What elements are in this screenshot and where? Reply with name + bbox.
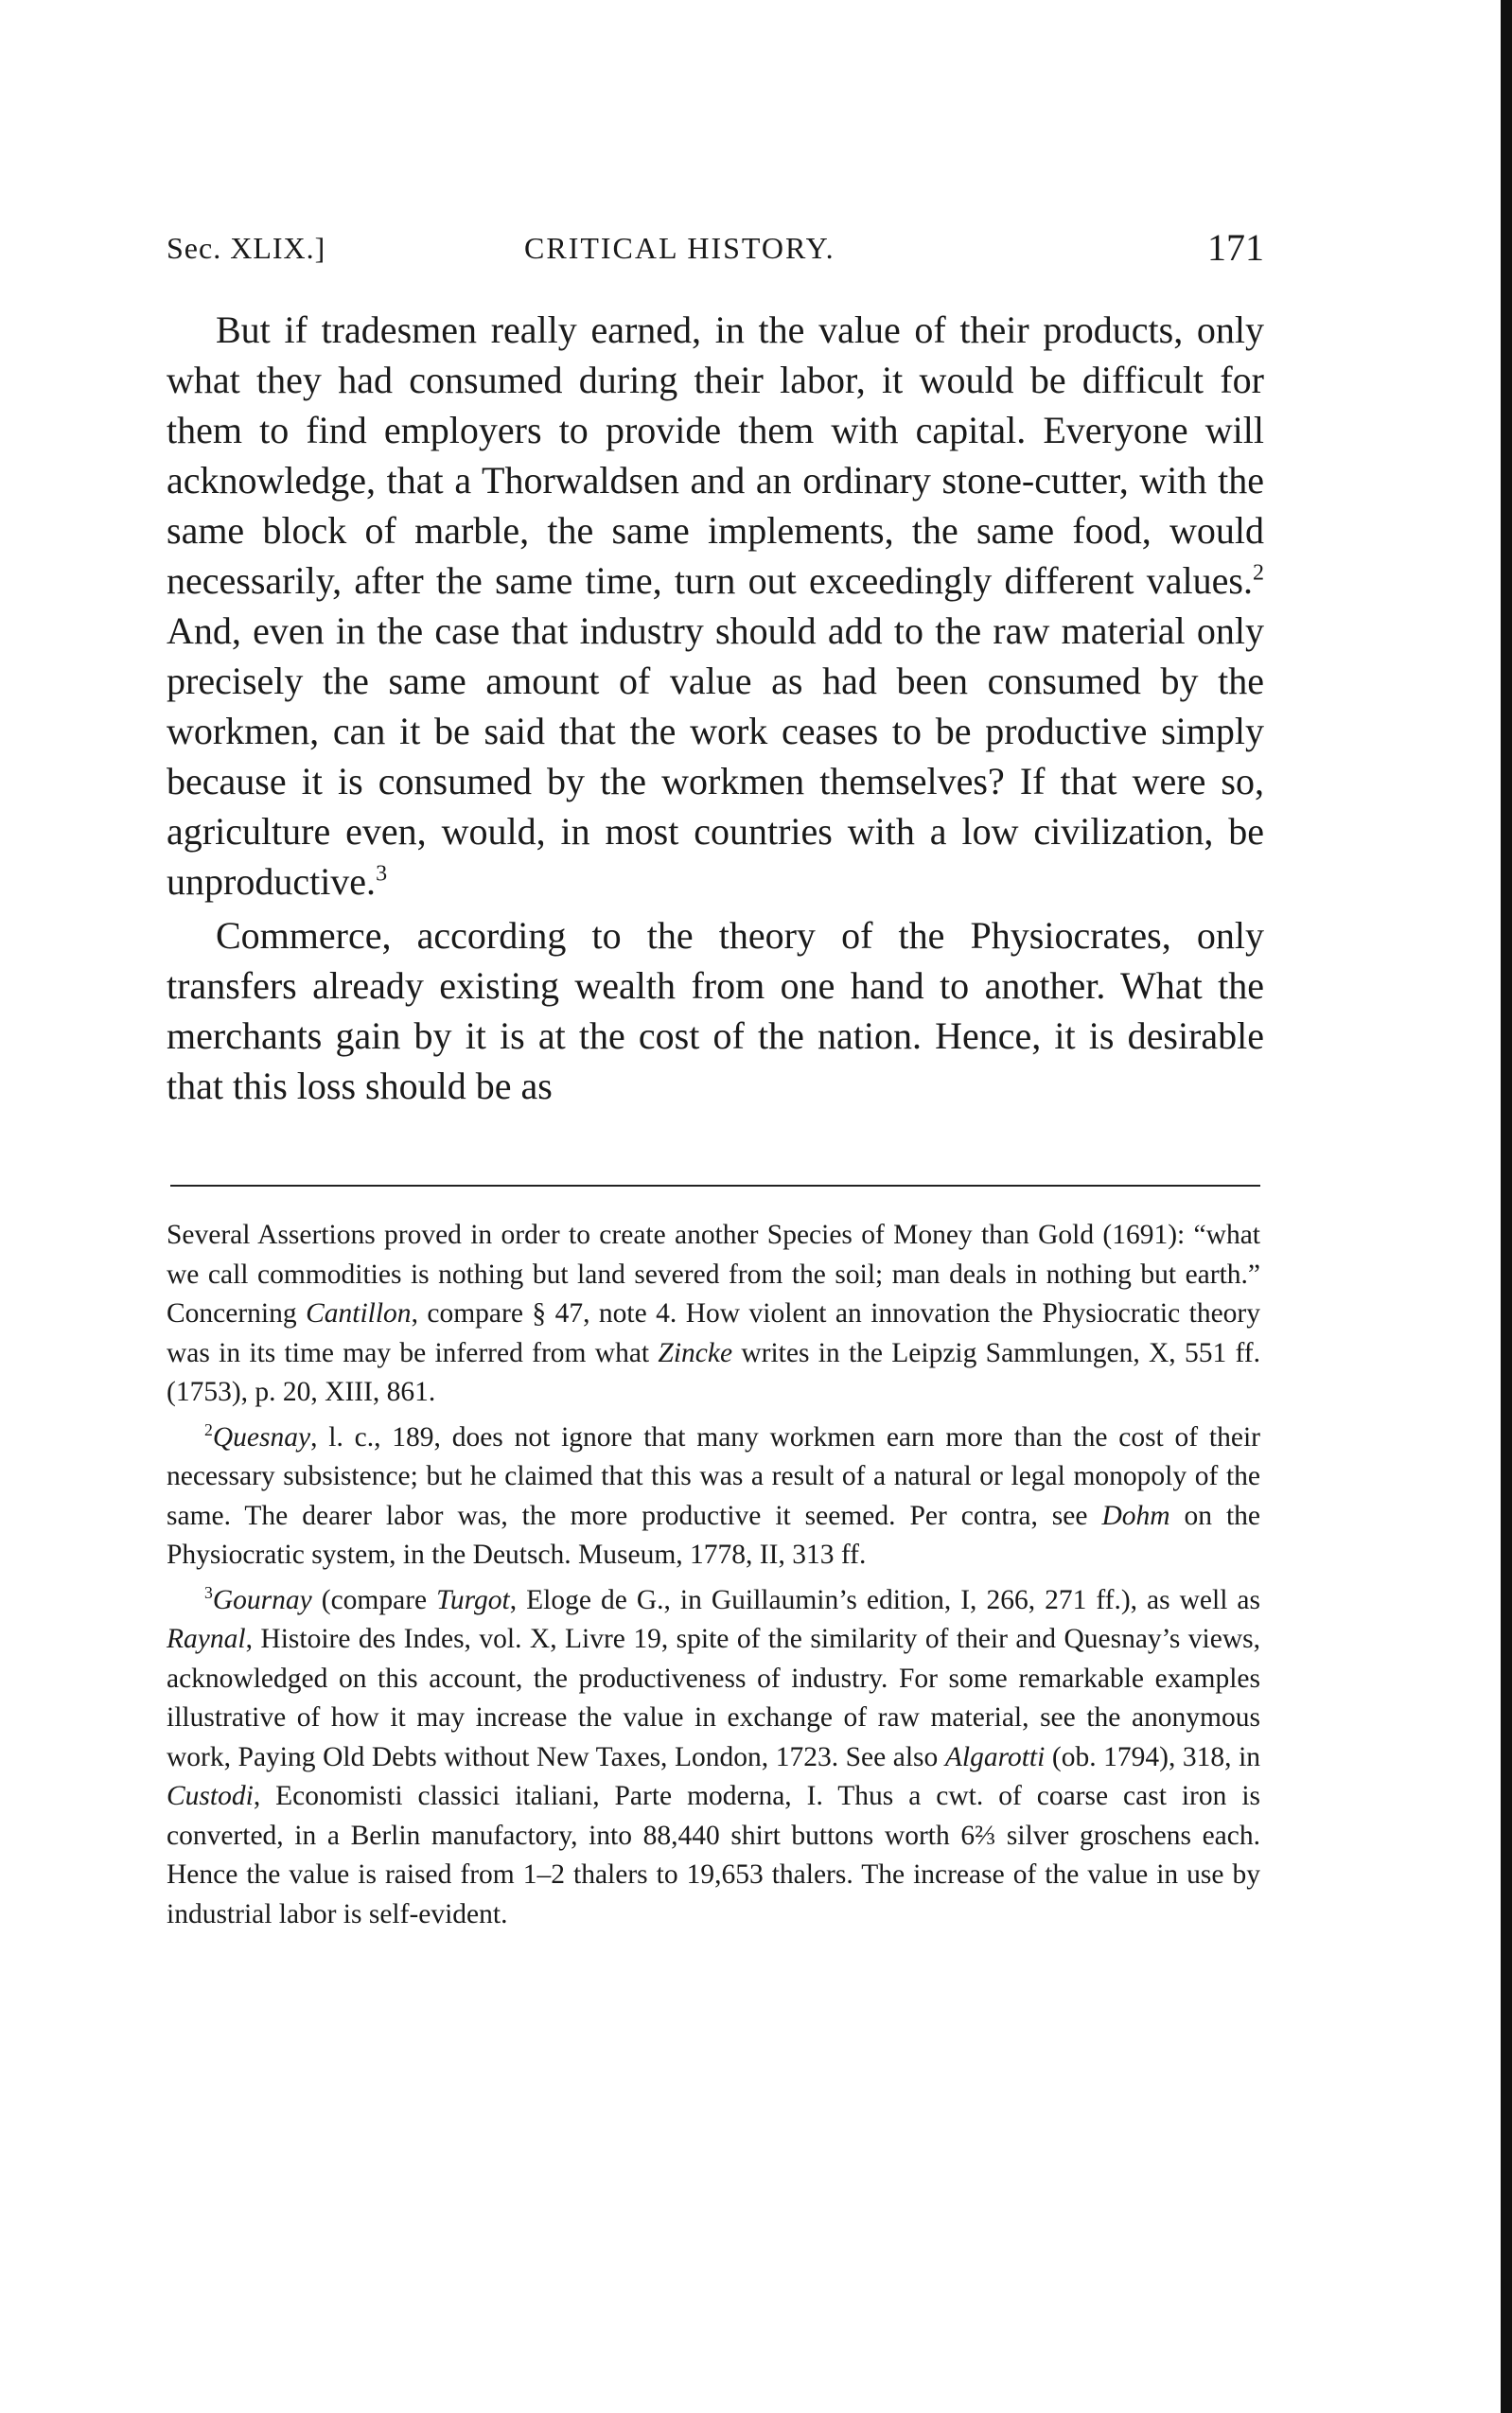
paragraph-text: And, even in the case that industry should add to the raw material only precisely the same amount of value as had been consumed by the workmen, can it be said that the work ceases to be productive simply because it is consumed by the workmen themselves? If that were so, agriculture even, would, in most countries with a low civilization, be unproductive. (167, 609, 1264, 903)
section-marker: Sec. XLIX.] (167, 231, 326, 265)
footnote-continuation: Several Assertions proved in order to create another Species of Money than Gold (1691): “what we call commodities is nothing but land severed from the soil; man deals in nothing but earth.” Concerning Cantillon, compare § 47, note 4. How violent an innovation the Physiocratic theory was in its time may be inferred from what Zincke writes in the Leipzig Sammlungen, X, 551 ff. (1753), p. 20, XIII, 861. (167, 1220, 1261, 1407)
footnote-2: $^2$Quesnay, l. c., 189, does not ignore that many workmen earn more than the cost of their necessary subsistence; but he claimed that this was a result of a natural or legal monopoly of the same. The dearer labor was, the more productive it seemed. Per contra, see Dohm on the Physiocratic system, in the Deutsch. Museum, 1778, II, 313 ff. (167, 1419, 1261, 1570)
scan-page-edge (1501, 0, 1512, 2413)
running-title: CRITICAL HISTORY. (524, 231, 835, 265)
footnote-reference-2: 2 (1253, 560, 1264, 586)
footnote-3: $^3$Gournay (compare Turgot, Eloge de G., in Guillaumin’s edition, I, 266, 271 ff.), as well as Raynal, Histoire des Indes, vol. X, Livre 19, spite of the similarity of their and Quesnay’s views, acknowledged on this account, the productiveness of industry. For some remarkable examples illustrative of how it may increase the value in exchange of raw material, see the anonymous work, Paying Old Debts without New Taxes, London, 1723. See also Algarotti (ob. 1794), 318, in Custodi, Economisti classici italiani, Parte moderna, I. Thus a cwt. of coarse cast iron is converted, in a Berlin manufactory, into 88,440 shirt buttons worth 6⅔ silver groschens each. Hence the value is raised from 1–2 thalers to 19,653 thalers. The increase of the value in use by industrial labor is self-evident. (167, 1582, 1261, 1929)
footnote-author-name: Zincke (658, 1337, 733, 1368)
footnote-reference-3: 3 (376, 861, 388, 887)
paragraph-text: But if tradesmen really earned, in the value of their products, only what they had consumed during their labor, it would be difficult for them to find employers to provide them with capital. Everyone will acknowledge, that a Thorwaldsen and an ordinary stone-cutter, with the same block of marble, the same implements, the same food, would necessarily, after the same time, turn out exceedingly different values. (167, 308, 1264, 602)
footnote-author-name: Turgot (436, 1584, 510, 1615)
paragraph-commerce: Commerce, according to the theory of the Physiocrates, only transfers already existing wealth from one hand to another. What the merchants gain by it is at the cost of the nation. Hence, it is desirable that this loss should be as (167, 914, 1264, 1107)
paragraph-tradesmen (167, 305, 1264, 907)
footnote-author-name: Cantillon (306, 1298, 412, 1329)
footnote-author-name: Quesnay (212, 1421, 311, 1453)
footnote-author-name: Gournay (212, 1584, 312, 1615)
main-text (167, 305, 1264, 1111)
running-head (167, 220, 1264, 276)
footnote-number: 3 (204, 1582, 213, 1602)
page-number: 171 (1207, 226, 1264, 269)
footnote-author-name: Dohm (1101, 1500, 1170, 1531)
footnote-author-name: Algarotti (944, 1741, 1046, 1772)
footnote-author-name: Raynal (167, 1624, 246, 1654)
footnote-number: 2 (204, 1419, 213, 1439)
footnotes (167, 1216, 1260, 1934)
footnote-author-name: Custodi (167, 1781, 254, 1811)
footnote-separator (170, 1185, 1260, 1187)
